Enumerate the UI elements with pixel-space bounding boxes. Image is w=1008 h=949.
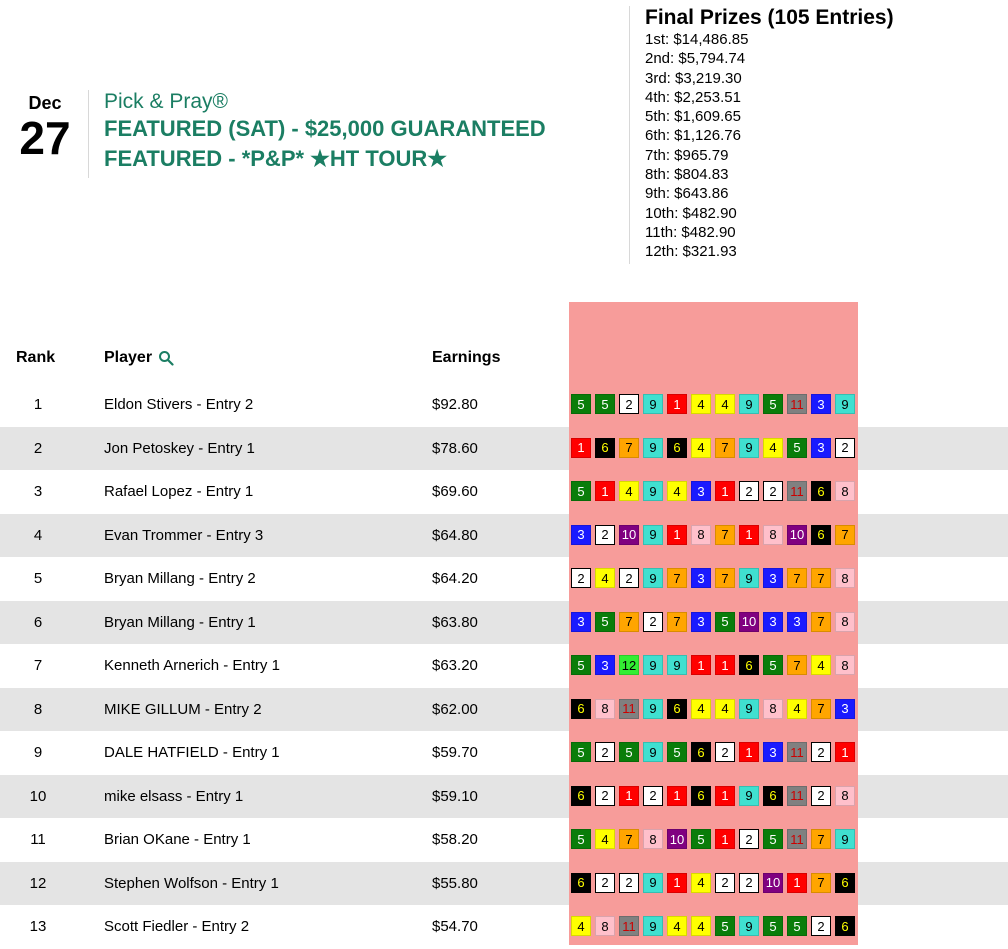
contest-subtitle: FEATURED - *P&P* ★HT TOUR★: [104, 146, 447, 171]
earnings-cell: $64.80: [432, 526, 478, 544]
player-header: [104, 348, 174, 368]
pick-badge: 4: [619, 481, 639, 501]
pick-badge: 4: [571, 916, 591, 936]
pick-badge: 7: [811, 699, 831, 719]
prize-item: 8th: $804.83: [645, 166, 729, 184]
pick-badge: 8: [835, 655, 855, 675]
pick-badge: 1: [667, 394, 687, 414]
contest-brand: Pick & Pray®: [104, 90, 229, 113]
pick-badge: 3: [571, 612, 591, 632]
pick-badge: 8: [835, 568, 855, 588]
pick-badge: 9: [643, 394, 663, 414]
player-name: Bryan Millang - Entry 2: [104, 570, 256, 587]
pick-badge: 2: [715, 742, 735, 762]
pick-badge: 1: [715, 481, 735, 501]
picks-strip: [571, 786, 855, 808]
prize-item: 1st: $14,486.85: [645, 31, 749, 48]
picks-strip: [571, 742, 855, 764]
pick-badge: 9: [643, 655, 663, 675]
pick-badge: 9: [643, 742, 663, 762]
pick-badge: 4: [667, 481, 687, 501]
prizes-list: [645, 30, 894, 262]
earnings-cell: $55.80: [432, 874, 478, 892]
pick-badge: 6: [667, 438, 687, 458]
pick-badge: 6: [667, 699, 687, 719]
pick-badge: 2: [739, 481, 759, 501]
pick-badge: 8: [643, 829, 663, 849]
pick-badge: 5: [595, 612, 615, 632]
pick-badge: 11: [619, 699, 639, 719]
rank-cell: 11: [30, 831, 46, 848]
pick-badge: 7: [787, 568, 807, 588]
pick-badge: 7: [787, 655, 807, 675]
pick-badge: 3: [763, 568, 783, 588]
picks-strip: [571, 829, 855, 851]
pick-badge: 4: [595, 829, 615, 849]
pick-badge: 3: [571, 525, 591, 545]
pick-badge: 2: [763, 481, 783, 501]
pick-badge: 6: [595, 438, 615, 458]
pick-badge: 5: [595, 394, 615, 414]
pick-badge: 9: [643, 699, 663, 719]
pick-badge: 5: [571, 655, 591, 675]
pick-badge: 10: [763, 873, 783, 893]
prizes-divider: [629, 6, 630, 264]
pick-badge: 6: [571, 873, 591, 893]
pick-badge: 1: [667, 786, 687, 806]
prize-item: 11th: $482.90: [645, 223, 736, 241]
pick-badge: 2: [571, 568, 591, 588]
event-date: [14, 92, 76, 162]
pick-badge: 1: [739, 742, 759, 762]
pick-badge: 2: [739, 873, 759, 893]
picks-strip: [571, 916, 855, 938]
pick-badge: 4: [691, 394, 711, 414]
pick-badge: 3: [595, 655, 615, 675]
header-divider: [88, 90, 89, 178]
pick-badge: 9: [835, 394, 855, 414]
pick-badge: 9: [739, 568, 759, 588]
earnings-cell: $58.20: [432, 831, 478, 848]
pick-badge: 5: [619, 742, 639, 762]
pick-badge: 7: [715, 525, 735, 545]
pick-badge: 8: [763, 525, 783, 545]
pick-badge: 5: [571, 742, 591, 762]
pick-badge: 4: [787, 699, 807, 719]
pick-badge: 9: [739, 394, 759, 414]
pick-badge: 4: [691, 916, 711, 936]
event-info: [104, 90, 546, 174]
prize-item: 3rd: $3,219.30: [645, 69, 742, 87]
pick-badge: 4: [715, 699, 735, 719]
pick-badge: 6: [835, 916, 855, 936]
rank-cell: 8: [33, 700, 43, 718]
earnings-header: Earnings: [432, 349, 501, 366]
pick-badge: 9: [643, 873, 663, 893]
pick-badge: 9: [835, 829, 855, 849]
pick-badge: 4: [763, 438, 783, 458]
pick-badge: 11: [787, 786, 807, 806]
earnings-cell: $78.60: [432, 439, 478, 457]
pick-badge: 5: [571, 481, 591, 501]
pick-badge: 9: [643, 481, 663, 501]
pick-badge: 5: [667, 742, 687, 762]
pick-badge: 10: [739, 612, 759, 632]
pick-badge: 9: [739, 438, 759, 458]
pick-badge: 2: [643, 612, 663, 632]
search-icon[interactable]: [158, 350, 174, 366]
pick-badge: 2: [811, 742, 831, 762]
earnings-cell: $59.70: [432, 744, 478, 761]
final-prizes: [645, 6, 894, 262]
picks-strip: [571, 525, 855, 547]
pick-badge: 9: [643, 568, 663, 588]
pick-badge: 3: [835, 699, 855, 719]
rank-cell: 4: [33, 526, 43, 544]
pick-badge: 2: [595, 742, 615, 762]
earnings-cell: $63.20: [432, 657, 478, 674]
pick-badge: 3: [691, 481, 711, 501]
rank-cell: 10: [29, 787, 47, 805]
pick-badge: 1: [739, 525, 759, 545]
pick-badge: 9: [739, 699, 759, 719]
pick-badge: 11: [787, 742, 807, 762]
contest-title: FEATURED (SAT) - $25,000 GUARANTEED: [104, 116, 546, 141]
pick-badge: 5: [763, 916, 783, 936]
pick-badge: 5: [763, 655, 783, 675]
pick-badge: 1: [715, 655, 735, 675]
pick-badge: 6: [691, 786, 711, 806]
pick-badge: 7: [811, 829, 831, 849]
pick-badge: 11: [619, 916, 639, 936]
prize-item: 5th: $1,609.65: [645, 108, 741, 126]
player-name: Scott Fiedler - Entry 2: [104, 918, 250, 935]
pick-badge: 5: [571, 829, 591, 849]
player-name: mike elsass - Entry 1: [104, 787, 244, 805]
pick-badge: 11: [787, 394, 807, 414]
pick-badge: 10: [619, 525, 639, 545]
pick-badge: 1: [571, 438, 591, 458]
pick-badge: 9: [643, 916, 663, 936]
pick-badge: 4: [667, 916, 687, 936]
pick-badge: 9: [739, 916, 759, 936]
rank-cell: 5: [33, 570, 43, 587]
picks-strip: [571, 394, 855, 416]
pick-badge: 4: [691, 699, 711, 719]
pick-badge: 4: [595, 568, 615, 588]
pick-badge: 2: [595, 786, 615, 806]
pick-badge: 10: [667, 829, 687, 849]
player-name: Stephen Wolfson - Entry 1: [104, 874, 279, 892]
pick-badge: 1: [667, 525, 687, 545]
pick-badge: 7: [811, 873, 831, 893]
pick-badge: 7: [811, 612, 831, 632]
picks-strip: [571, 438, 855, 460]
pick-badge: 2: [619, 568, 639, 588]
pick-badge: 1: [667, 873, 687, 893]
pick-badge: 6: [571, 786, 591, 806]
pick-badge: 7: [619, 829, 639, 849]
prize-item: 4th: $2,253.51: [645, 88, 741, 106]
pick-badge: 6: [811, 525, 831, 545]
pick-badge: 3: [811, 438, 831, 458]
player-name: Eldon Stivers - Entry 2: [104, 396, 254, 413]
pick-badge: 7: [667, 612, 687, 632]
player-name: Evan Trommer - Entry 3: [104, 526, 264, 544]
player-name: Brian OKane - Entry 1: [104, 831, 251, 848]
rank-header: Rank: [16, 349, 56, 366]
picks-strip: [571, 699, 855, 721]
earnings-cell: $59.10: [432, 787, 478, 805]
rank-cell: 1: [33, 396, 43, 413]
picks-strip: [571, 873, 855, 895]
pick-badge: 1: [691, 655, 711, 675]
rank-cell: 2: [33, 439, 43, 457]
pick-badge: 3: [787, 612, 807, 632]
pick-badge: 2: [595, 873, 615, 893]
pick-badge: 12: [619, 655, 639, 675]
prize-item: 7th: $965.79: [645, 146, 729, 164]
pick-badge: 6: [571, 699, 591, 719]
pick-badge: 2: [811, 786, 831, 806]
rank-cell: 13: [29, 918, 47, 935]
pick-badge: 2: [715, 873, 735, 893]
pick-badge: 7: [835, 525, 855, 545]
pick-badge: 2: [595, 525, 615, 545]
pick-badge: 5: [787, 916, 807, 936]
prizes-title: Final Prizes (105 Entries): [645, 6, 894, 29]
pick-badge: 3: [691, 568, 711, 588]
pick-badge: 3: [811, 394, 831, 414]
pick-badge: 8: [835, 612, 855, 632]
pick-badge: 1: [835, 742, 855, 762]
earnings-cell: $64.20: [432, 570, 478, 587]
pick-badge: 2: [835, 438, 855, 458]
pick-badge: 1: [619, 786, 639, 806]
player-header-label: Player: [104, 349, 153, 366]
pick-badge: 5: [715, 612, 735, 632]
pick-badge: 7: [619, 612, 639, 632]
pick-badge: 7: [811, 568, 831, 588]
prize-item: 12th: $321.93: [645, 243, 737, 261]
pick-badge: 9: [643, 525, 663, 545]
pick-badge: 4: [715, 394, 735, 414]
player-name: Jon Petoskey - Entry 1: [104, 439, 255, 457]
pick-badge: 8: [595, 916, 615, 936]
picks-strip: [571, 568, 855, 590]
player-name: Rafael Lopez - Entry 1: [104, 483, 254, 500]
pick-badge: 3: [691, 612, 711, 632]
pick-badge: 3: [763, 742, 783, 762]
pick-badge: 9: [667, 655, 687, 675]
picks-strip: [571, 612, 855, 634]
pick-badge: 7: [715, 568, 735, 588]
pick-badge: 6: [691, 742, 711, 762]
event-day: 27: [19, 112, 71, 164]
prize-item: 2nd: $5,794.74: [645, 50, 746, 68]
pick-badge: 3: [763, 612, 783, 632]
pick-badge: 8: [691, 525, 711, 545]
pick-badge: 11: [787, 829, 807, 849]
picks-strip: [571, 481, 855, 503]
pick-badge: 10: [787, 525, 807, 545]
pick-badge: 5: [715, 916, 735, 936]
pick-badge: 1: [787, 873, 807, 893]
pick-badge: 4: [811, 655, 831, 675]
pick-badge: 1: [595, 481, 615, 501]
pick-badge: 8: [595, 699, 615, 719]
pick-badge: 4: [691, 438, 711, 458]
rank-cell: 6: [33, 613, 43, 631]
pick-badge: 6: [811, 481, 831, 501]
pick-badge: 1: [715, 829, 735, 849]
pick-badge: 8: [835, 481, 855, 501]
rank-cell: 3: [33, 483, 43, 500]
pick-badge: 9: [739, 786, 759, 806]
pick-badge: 6: [835, 873, 855, 893]
player-name: MIKE GILLUM - Entry 2: [104, 700, 262, 718]
pick-badge: 2: [619, 873, 639, 893]
rank-cell: 9: [33, 744, 43, 761]
event-month: Dec: [28, 93, 62, 113]
pick-badge: 5: [763, 394, 783, 414]
earnings-cell: $54.70: [432, 918, 478, 935]
rank-cell: 7: [33, 657, 43, 674]
pick-badge: 5: [787, 438, 807, 458]
pick-badge: 6: [763, 786, 783, 806]
pick-badge: 7: [715, 438, 735, 458]
pick-badge: 11: [787, 481, 807, 501]
pick-badge: 8: [763, 699, 783, 719]
player-name: DALE HATFIELD - Entry 1: [104, 744, 280, 761]
pick-badge: 2: [619, 394, 639, 414]
earnings-cell: $92.80: [432, 396, 478, 413]
earnings-cell: $62.00: [432, 700, 478, 718]
rank-cell: 12: [29, 874, 47, 892]
prize-item: 10th: $482.90: [645, 204, 737, 222]
prize-item: 9th: $643.86: [645, 185, 729, 203]
pick-badge: 1: [715, 786, 735, 806]
pick-badge: 9: [643, 438, 663, 458]
player-name: Bryan Millang - Entry 1: [104, 613, 256, 631]
pick-badge: 7: [619, 438, 639, 458]
earnings-cell: $63.80: [432, 613, 478, 631]
player-name: Kenneth Arnerich - Entry 1: [104, 657, 280, 674]
pick-badge: 8: [835, 786, 855, 806]
pick-badge: 2: [811, 916, 831, 936]
pick-badge: 7: [667, 568, 687, 588]
earnings-cell: $69.60: [432, 483, 478, 500]
prize-item: 6th: $1,126.76: [645, 127, 741, 145]
pick-badge: 5: [571, 394, 591, 414]
picks-strip: [571, 655, 855, 677]
pick-badge: 5: [763, 829, 783, 849]
pick-badge: 2: [739, 829, 759, 849]
pick-badge: 2: [643, 786, 663, 806]
pick-badge: 5: [691, 829, 711, 849]
pick-badge: 4: [691, 873, 711, 893]
pick-badge: 6: [739, 655, 759, 675]
